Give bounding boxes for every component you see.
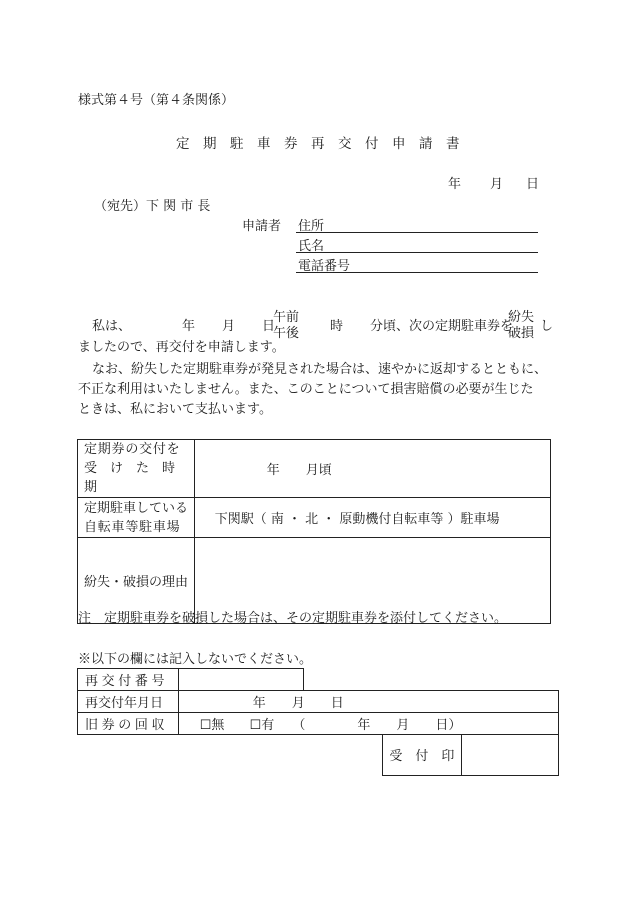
reissue-number-field[interactable]: [178, 669, 303, 691]
name-field-line[interactable]: [296, 252, 538, 253]
office-note: ※以下の欄には記入しないでください。: [78, 652, 313, 667]
statement-month: 月: [222, 319, 236, 334]
form-number-label: 様式第４号（第４条関係）: [78, 93, 235, 108]
statement-am: 午前: [273, 310, 300, 325]
main-table: [77, 439, 551, 624]
statement-para2-line3: ときは、私において支払います。: [78, 402, 272, 417]
statement-watashi: 私は、: [92, 319, 132, 334]
old-ticket-none-checkbox[interactable]: ☐無: [199, 718, 225, 733]
stamp-area[interactable]: [461, 735, 558, 775]
table-row: [78, 669, 559, 691]
note: 注 定期駐車券を破損した場合は、その定期駐車券を添付してください。: [78, 611, 508, 626]
issue-time-label-line2: 受 け た 時 期: [84, 461, 189, 495]
stamp-label: 受 付 印: [383, 735, 462, 775]
statement-minute-text: 分頃、次の定期駐車券を: [370, 319, 514, 334]
statement-lost: 紛失: [508, 310, 535, 325]
statement-para2-line2: 不正な利用はいたしません。また、このことについて損害賠償の必要が生じた: [78, 382, 534, 397]
phone-field-line[interactable]: [296, 272, 538, 273]
stamp-table: [382, 735, 559, 776]
table-row: [78, 440, 551, 498]
address-label: 住所: [298, 219, 325, 234]
date-month: 月: [490, 177, 504, 192]
parking-lot-label-line2: 自転車等駐車場: [84, 519, 181, 535]
statement-line2: ましたので、再交付を申請します。: [78, 340, 285, 355]
blank-cell: [303, 669, 559, 691]
table-row: [78, 691, 559, 713]
reissue-number-label: 再交付番号: [78, 669, 179, 691]
name-label: 氏名: [298, 239, 325, 254]
issue-time-label-line1: 定期券の交付を: [84, 442, 181, 457]
old-ticket-yes-checkbox[interactable]: ☐有: [249, 718, 275, 733]
statement-para2-line1: なお、紛失した定期駐車券が発見された場合は、速やかに返却するとともに、: [92, 362, 548, 377]
office-table: [77, 668, 559, 735]
statement-year: 年: [182, 319, 196, 334]
statement-pm: 午後: [273, 326, 300, 341]
date-day: 日: [526, 177, 540, 192]
loss-reason-label: 紛失・破損の理由: [78, 538, 195, 624]
phone-label: 電話番号: [298, 259, 351, 274]
old-ticket-date: （ 年 月 日）: [292, 718, 462, 733]
parking-lot-value[interactable]: 下関駅（ 南 ・ 北 ・ 原動機付自転車等 ）駐車場: [194, 498, 550, 538]
parking-lot-label-line1: 定期駐車している: [84, 500, 189, 516]
issue-time-label: [78, 440, 195, 498]
form-title: 定 期 駐 車 券 再 交 付 申 請 書: [176, 136, 460, 152]
old-ticket-label: 旧券の回収: [78, 713, 179, 735]
table-row: [383, 735, 559, 775]
statement-damaged: 破損: [508, 326, 535, 341]
applicant-label: 申請者: [242, 219, 282, 234]
addressee: （宛先）下 関 市 長: [94, 199, 211, 214]
address-field-line[interactable]: [296, 232, 538, 233]
reissue-date-label: 再交付年月日: [78, 691, 179, 713]
issue-time-value[interactable]: 年 月頃: [194, 440, 550, 498]
statement-shi: し: [540, 319, 554, 334]
statement-day: 日: [262, 319, 276, 334]
statement-hour: 時: [330, 319, 344, 334]
parking-lot-label: [78, 498, 195, 538]
old-ticket-field[interactable]: [178, 713, 558, 735]
date-year: 年: [448, 177, 462, 192]
reissue-date-field[interactable]: 年 月 日: [178, 691, 558, 713]
table-row: [78, 713, 559, 735]
table-row: [78, 498, 551, 538]
